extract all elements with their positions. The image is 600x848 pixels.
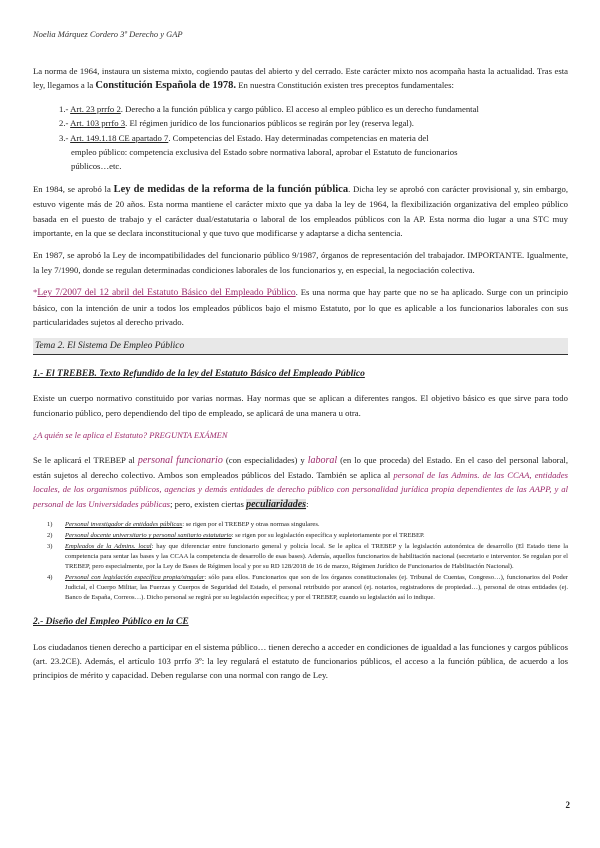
precept-item xyxy=(59,116,568,130)
precept-text: . Competencias del Estado. Hay determinadas competencias en materia del xyxy=(168,132,429,143)
item-title: Empleados de la Admins. local xyxy=(65,543,152,551)
text: La norma de 1964, instaura un sistema mixto, cogiendo pautas del abierto y del cerrado. Este carácter mixto nos acompaña hasta la actualidad. Tras esta ley, llegamos a la xyxy=(33,66,568,91)
item-title: Personal investigador de entidades públicas xyxy=(65,521,183,529)
item-body: : se rigen por su legislación específica y supletoriamente por el TREBEP. xyxy=(231,532,425,540)
highlight-peculiaridades: peculiaridades xyxy=(246,498,307,510)
precept-item xyxy=(59,131,568,145)
text: En nuestra Constitución existen tres preceptos fundamentales: xyxy=(236,80,454,91)
precept-reference: Art. 103 prrfo 3 xyxy=(70,118,126,129)
text: : xyxy=(306,498,309,509)
paragraph-1984 xyxy=(33,182,568,241)
item-title: Personal con legislación específica propia/singular xyxy=(65,574,205,582)
item-body: : hay que diferenciar entre funcionario general y policía local. Se le aplica el TREBEP y la legislación autonómica de desarrollo (El Estado tiene la competencia para sentar las bases y las CCAA la competencia de desarrollo de esas bases). Además, aquellos funcionarios de habilitación nacional (secretario e interventor. Se regulan por el TREBEP, pero especialmente, por la Ley de Bases de Régimen local y por su RD 128/2018 de 16 de marzo, Régimen Jurídico de Funcionarios de Habilitación Nacional). xyxy=(65,543,568,571)
item-number: 4) xyxy=(47,574,53,582)
item-text xyxy=(65,531,568,541)
law-title: Ley de medidas de la reforma de la función pública xyxy=(113,183,349,195)
text: (con especialidades) y xyxy=(222,454,308,465)
topic-heading: Tema 2. El Sistema De Empleo Público xyxy=(33,338,568,355)
section-heading-2: 2.- Diseño del Empleo Público en la CE xyxy=(33,617,189,628)
asterisk: * xyxy=(33,287,38,298)
precept-number: 1.- xyxy=(59,103,69,114)
text: En 1984, se aprobó la xyxy=(33,183,114,194)
exam-question: ¿A quién se le aplica el Estatuto? PREGUNTA EXÁMEN xyxy=(33,430,228,441)
precept-continuation: empleo público: competencia exclusiva del Estado sobre normativa laboral, aprobar el Estatuto de funcionarios xyxy=(71,147,458,158)
page-number: 2 xyxy=(565,800,570,810)
item-number: 2) xyxy=(47,532,53,540)
precept-text: . Derecho a la función pública y cargo público. El acceso al empleo público es un derecho fundamental xyxy=(120,103,479,114)
paragraph-1987: En 1987, se aprobó la Ley de incompatibilidades del funcionario público 9/1987, órganos de representación del trabajador. IMPORTANTE. Igualmente, la ley 7/1990, donde se regulan determinadas condiciones laborales de los funcionarios y, en especial, la negociación colectiva. xyxy=(33,250,568,275)
text: Se le aplicará el TREBEP al xyxy=(33,454,138,465)
list-item xyxy=(33,573,568,603)
highlight-laboral: laboral xyxy=(307,454,338,466)
precept-number: 3.- xyxy=(59,132,69,143)
list-item xyxy=(33,531,568,541)
ebep-law-title: Ley 7/2007 del 12 abril del Estatuto Básico del Empleado Público xyxy=(37,288,296,299)
paragraph-application xyxy=(33,453,568,513)
page-header: Noelia Márquez Cordero 3º Derecho y GAP xyxy=(33,29,183,39)
item-title: Personal docente universitario y personal sanitario estatutario xyxy=(65,532,232,540)
list-item xyxy=(33,520,568,530)
text: ; pero, existen ciertas xyxy=(170,498,247,509)
highlight-admins: personal de las Admins. de las CCAA, entidades locales, de los organismos públicos, agencias y demás entidades de derecho público con personalidad jurídica propia dependientes de las AAPP, y al personal de las Universidades públicas xyxy=(33,469,568,509)
precept-number: 2.- xyxy=(59,118,69,129)
paragraph-ebep xyxy=(33,285,568,329)
text: . Es una norma que hay parte que no se ha aplicado. Surge con un principio básico, con la intención de unir a todos los empleados públicos bajo el mismo Estatuto, por lo que es aplicable a los funcionarios laborales con sus particularidades sujetos al derecho privado. xyxy=(33,287,568,328)
item-number: 1) xyxy=(47,521,53,529)
precepts-list xyxy=(33,102,568,174)
section-heading-1: 1.- El TREBEB. Texto Refundido de la ley del Estatuto Básico del Empleado Público xyxy=(33,368,365,379)
list-item xyxy=(33,542,568,572)
item-text xyxy=(65,573,568,603)
precept-reference: Art. 23 prrfo 2 xyxy=(70,103,121,114)
highlight-personal-funcionario: personal funcionario xyxy=(137,454,223,466)
item-text xyxy=(65,542,568,572)
text: . Dicha ley se aprobó con carácter provisional y, sin embargo, estuvo vigente más de 20 años. Esta norma mantiene el carácter mixto que ya daba la ley de 1964, la flexibilización organizativa del empleo público basada en el puesto de trabajo y el carácter dual/estatutaria o laboral de los empleados públicos con la AP. Esta norma dio lugar a una STC muy importante, en la que se declara inconstitucional y que tuvo que modificarse y adaptarse a dicha sentencia. xyxy=(33,183,569,239)
item-number: 3) xyxy=(47,543,53,551)
paragraph-normative: Existe un cuerpo normativo constituido por varias normas. Hay normas que se aplican a diferentes rangos. El objetivo básico es que sirve para todo funcionario público, pero dependiendo del tipo de empleado, se aplicará de una manera u otra. xyxy=(33,393,568,418)
precept-reference: Art. 149.1.18 CE apartado 7 xyxy=(70,132,169,143)
precept-text: . El régimen jurídico de los funcionarios públicos se regirán por ley (reserva legal). xyxy=(125,118,414,129)
text: (en lo que proceda) del Estado. En el caso del personal laboral, están sujetos al derecho colectivo. Ambos son empleados públicos del Estado. También se aplica al xyxy=(33,454,569,480)
paragraph-1978 xyxy=(33,64,568,94)
item-body: : se rigen por el TREBEP y otras normas singulares. xyxy=(182,521,320,529)
item-body: : sólo para ellos. Funcionarios que son de los órganos constitucionales (ej. Tribunal de Cuentas, Congreso…), funcionarios del Poder Judicial, el Cuerpo Militar, las Fuerzas y Cuerpos de Seguridad del Estado, el personal retribuido por arancel (ej. notarios, registradores de propiedad…), personal de otras entidades (ej. Banco de España, Correos…). Dicho personal se regirá por su legislación específica; y por el TREBEP, cuando su legislación así lo indique. xyxy=(65,574,568,602)
precept-continuation: públicos…etc. xyxy=(71,161,122,172)
paragraph-ce-design: Los ciudadanos tienen derecho a participar en el sistema público… tienen derecho a acceder en condiciones de igualdad a las funciones y cargos públicos (art. 23.2CE). Además, el artículo 103 prrfo 3º: la ley regulará el estatuto de funcionarios públicos, el acceso a la función pública, de acuerdo a los principios de mérito y capacidad. Deben regularse con una normal con rango de Ley. xyxy=(33,641,568,681)
document-body xyxy=(33,64,568,691)
precept-item xyxy=(59,102,568,116)
constitution-title: Constitución Española de 1978. xyxy=(95,80,237,92)
item-text xyxy=(65,520,568,530)
peculiarities-list xyxy=(33,520,568,603)
